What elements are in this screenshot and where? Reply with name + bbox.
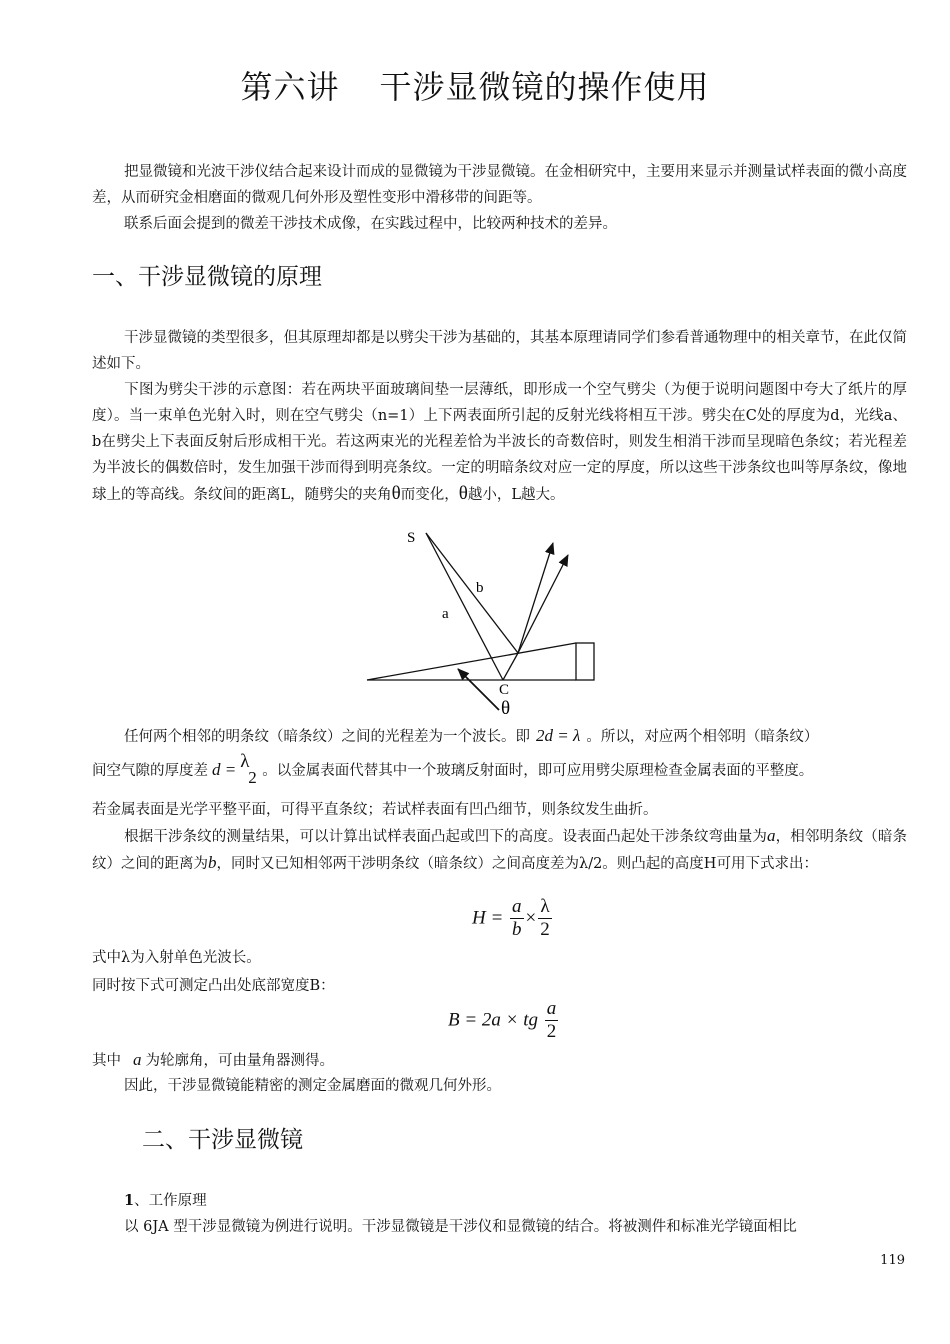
theta-indicator-arrow <box>458 669 499 710</box>
equation-width-B: B = 2a × tg $\frac{a}{2}$ <box>448 998 557 1042</box>
section-1-paragraph-7: 式中λ为入射单色光波长。 <box>92 950 261 966</box>
equation-d-lhs: d = <box>212 760 237 779</box>
label-C: C <box>499 682 510 698</box>
section-2-heading: 二、干涉显微镜 <box>142 1127 303 1153</box>
label-S: S <box>407 530 416 546</box>
section-1-paragraph-2: 下图为劈尖干涉的示意图：若在两块平面玻璃间垫一层薄纸，即形成一个空气劈尖（为便于说明问题图中夸大了纸片的厚度）。当一束单色光射入时，则在空气劈尖（n=1）上下两表面所引起的反射光线将相互干涉。劈尖在C处的厚度为d，光线a、b在劈尖上下表面反射后形成相干光。若这两束光的光程差恰为半波长的奇数倍时，则发生相消干涉而呈现暗色条纹；若光程差为半波长的偶数倍时，发生加强干涉而得到明亮条纹。一定的明暗条纹对应一定的厚度，所以这些干涉条纹也叫等厚条纹，像地球上的等高线。条纹间的距离L，随劈尖的夹角θ而变化，θ越小，L越大。 <box>92 382 907 504</box>
label-a: a <box>442 606 449 622</box>
upper-glass-surface <box>367 643 576 680</box>
reflected-ray-a <box>518 543 553 653</box>
air-wedge-diagram <box>360 525 610 725</box>
paper-spacer <box>576 643 594 680</box>
label-theta: θ <box>501 698 511 719</box>
section-2-subheading: 1、工作原理 <box>124 1192 207 1209</box>
section-1-paragraph-9: 其中 a 为轮廓角，可由量角器测得。 <box>92 1050 334 1069</box>
incident-ray-b <box>426 533 518 653</box>
section-1-heading: 一、干涉显微镜的原理 <box>92 264 322 290</box>
title-lecture-number: 第六讲 <box>240 68 340 106</box>
equation-2d-lambda: 2d = λ <box>536 726 581 745</box>
section-1-paragraph-6: 根据干涉条纹的测量结果，可以计算出试样表面凸起或凹下的高度。设表面凸起处干涉条纹弯曲量为a，相邻明条纹（暗条纹）之间的距离为b，同时又已知相邻两干涉明条纹（暗条纹）之间高度差为λ/2。则凸起的高度H可用下式求出： <box>92 826 907 872</box>
theta-symbol: θ <box>458 483 468 504</box>
intro-paragraph-1: 把显微镜和光波干涉仪结合起来设计而成的显微镜为干涉显微镜。在金相研究中，主要用来显示并测量试样表面的微小高度差，从而研究金相磨面的微观几何外形及塑性变形中滑移带的间距等。 <box>92 164 907 206</box>
page-number: 119 <box>880 1253 905 1268</box>
theta-symbol: θ <box>391 483 401 504</box>
reflection-segment <box>503 653 518 680</box>
section-1-paragraph-3: 任何两个相邻的明条纹（暗条纹）之间的光程差为一个波长。即 2d = λ 。所以，对应两个相邻明（暗条纹） <box>124 726 819 745</box>
section-1-paragraph-4: 间空气隙的厚度差 d = λ 2 。以金属表面代替其中一个玻璃反射面时，即可应用劈尖原理检查金属表面的平整度。 <box>92 751 814 787</box>
section-1-paragraph-10: 因此，干涉显微镜能精密的测定金属磨面的微观几何外形。 <box>124 1078 501 1094</box>
section-1-paragraph-5: 若金属表面是光学平整平面，可得平直条纹；若试样表面有凹凸细节，则条纹发生曲折。 <box>92 802 658 818</box>
label-b: b <box>476 580 484 596</box>
page-title <box>0 62 950 108</box>
equation-height-H: H = $\frac{a}{b}$ × $\frac{\lambda}{2}$ <box>472 896 550 940</box>
incident-ray-a <box>426 533 503 680</box>
section-1-paragraph-1: 干涉显微镜的类型很多，但其原理却都是以劈尖干涉为基础的，其基本原理请同学们参看普通物理中的相关章节，在此仅简述如下。 <box>92 330 907 372</box>
reflected-ray-b <box>518 555 568 653</box>
title-topic: 干涉显微镜的操作使用 <box>379 68 710 106</box>
intro-paragraph-2: 联系后面会提到的微差干涉技术成像，在实践过程中，比较两种技术的差异。 <box>124 216 617 232</box>
equation-d-half-lambda: λ 2 <box>240 751 257 787</box>
section-2-paragraph-1: 以 6JA 型干涉显微镜为例进行说明。干涉显微镜是干涉仪和显微镜的结合。将被测件和标准光学镜面相比 <box>124 1219 797 1235</box>
section-1-paragraph-8: 同时按下式可测定凸出处底部宽度B： <box>92 978 335 994</box>
